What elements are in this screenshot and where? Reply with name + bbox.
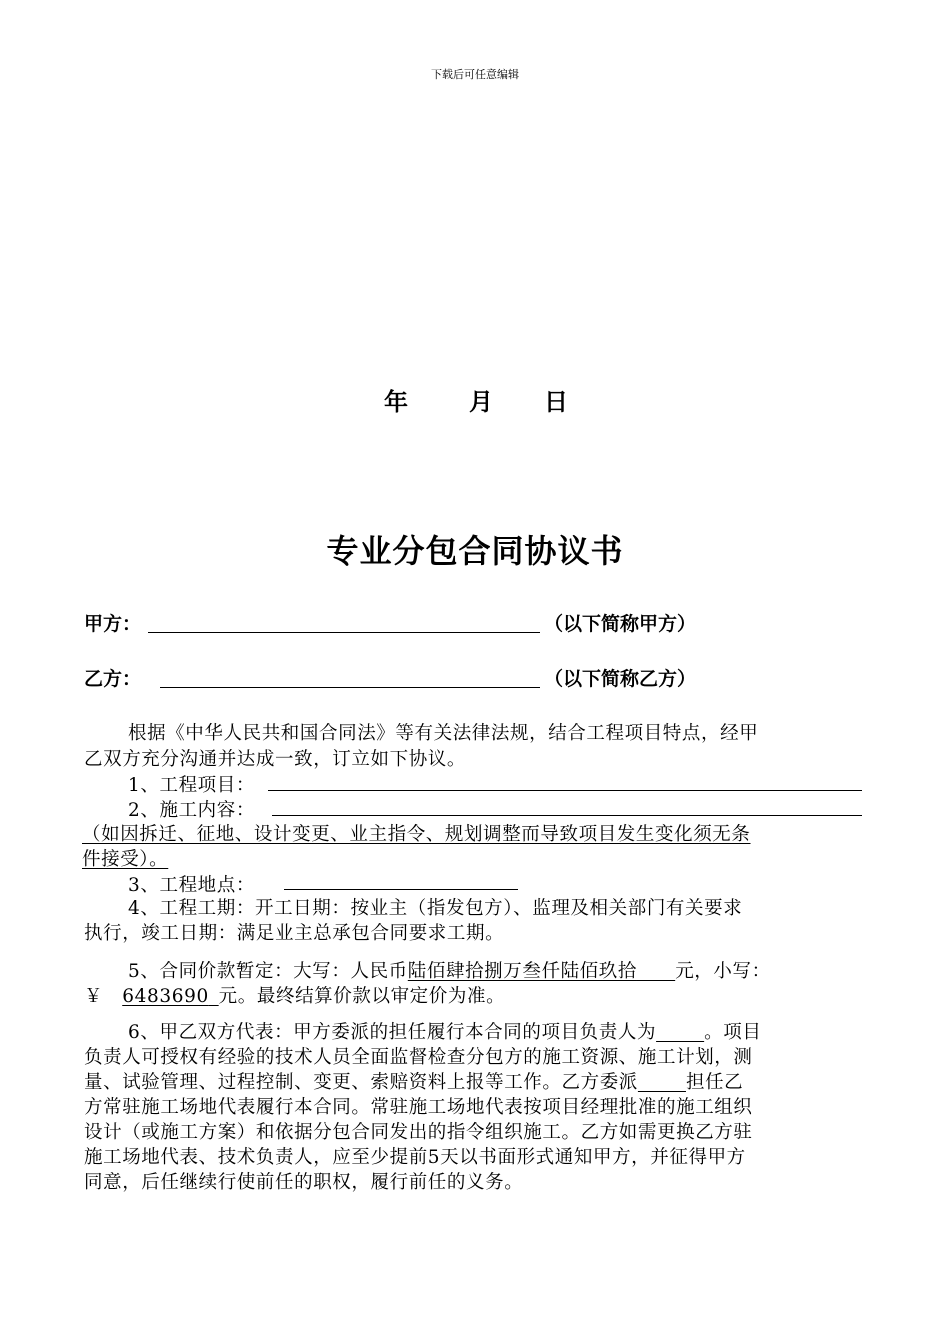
item6-line-3: [84, 1068, 743, 1094]
item2-note-line-1: （如因拆迁、征地、设计变更、业主指令、规划调整而导致项目发生变化须无条: [82, 824, 751, 845]
party-b-suffix: （以下简称乙方）: [544, 668, 697, 690]
date-month: 月: [469, 387, 493, 416]
party-b-blank[interactable]: [160, 687, 540, 688]
item5-amount-words: 陆佰肆拾捌万叁仟陆佰玖拾: [407, 961, 637, 982]
item6-text-b: 。项目: [704, 1022, 762, 1043]
item2-label: 2、施工内容：: [128, 800, 255, 821]
item6-blank-b[interactable]: [638, 1072, 686, 1093]
item6-line-7: 同意，后任继续行使前任的职权，履行前任的义务。: [84, 1172, 524, 1193]
item6-line-2: 负责人可授权有经验的技术人员全面监督检查分包方的施工资源、施工计划，测: [84, 1047, 753, 1068]
intro-line-1: 根据《中华人民共和国合同法》等有关法律法规，结合工程项目特点，经甲: [128, 723, 759, 744]
item6-text-d: 担任乙: [685, 1072, 744, 1093]
item6-line-4: 方常驻施工场地代表履行本合同。常驻施工场地代表按项目经理批准的施工组织: [84, 1097, 753, 1118]
item2-blank[interactable]: [272, 815, 862, 816]
date-day: 日: [544, 387, 568, 416]
item4-line-1: 4、工程工期：开工日期：按业主（指发包方）、监理及相关部门有关要求: [128, 898, 743, 919]
document-title: 专业分包合同协议书: [326, 532, 624, 570]
item6-blank-a[interactable]: [656, 1022, 704, 1043]
header-note: 下载后可任意编辑: [431, 68, 519, 81]
item1-label: 1、工程项目：: [128, 775, 255, 796]
item5-amount-number: 6483690: [122, 986, 209, 1007]
party-b-label: 乙方：: [84, 668, 142, 690]
item5-middle: 元，小写：: [675, 961, 771, 982]
date-year: 年: [384, 387, 408, 416]
item6-text-a: 6、甲乙双方代表：甲方委派的担任履行本合同的项目负责人为: [128, 1022, 657, 1043]
item6-line-1: [128, 1018, 761, 1044]
item3-label: 3、工程地点：: [128, 875, 255, 896]
party-a-suffix: （以下简称甲方）: [544, 613, 697, 635]
item1-blank[interactable]: [268, 790, 862, 791]
party-a-label: 甲方：: [84, 613, 142, 635]
item5-line-2: [84, 982, 505, 1008]
item5-currency: ￥: [84, 986, 104, 1007]
party-a-blank[interactable]: [148, 632, 540, 633]
item5-line-1: [128, 957, 771, 983]
item6-line-6: 施工场地代表、技术负责人，应至少提前5天以书面形式通知甲方，并征得甲方: [84, 1147, 746, 1168]
item6-line-5: 设计（或施工方案）和依据分包合同发出的指令组织施工。乙方如需更换乙方驻: [84, 1122, 753, 1143]
item5-suffix: 元。最终结算价款以审定价为准。: [218, 986, 506, 1007]
item6-text-c: 量、试验管理、过程控制、变更、索赔资料上报等工作。乙方委派: [84, 1072, 638, 1093]
item3-blank[interactable]: [284, 889, 518, 890]
item5-prefix: 5、合同价款暂定：大写：人民币: [128, 961, 408, 982]
item4-line-2: 执行，竣工日期：满足业主总承包合同要求工期。: [84, 923, 505, 944]
intro-line-2: 乙双方充分沟通并达成一致，订立如下协议。: [84, 749, 467, 770]
item2-note-line-2: 件接受）。: [82, 849, 169, 870]
